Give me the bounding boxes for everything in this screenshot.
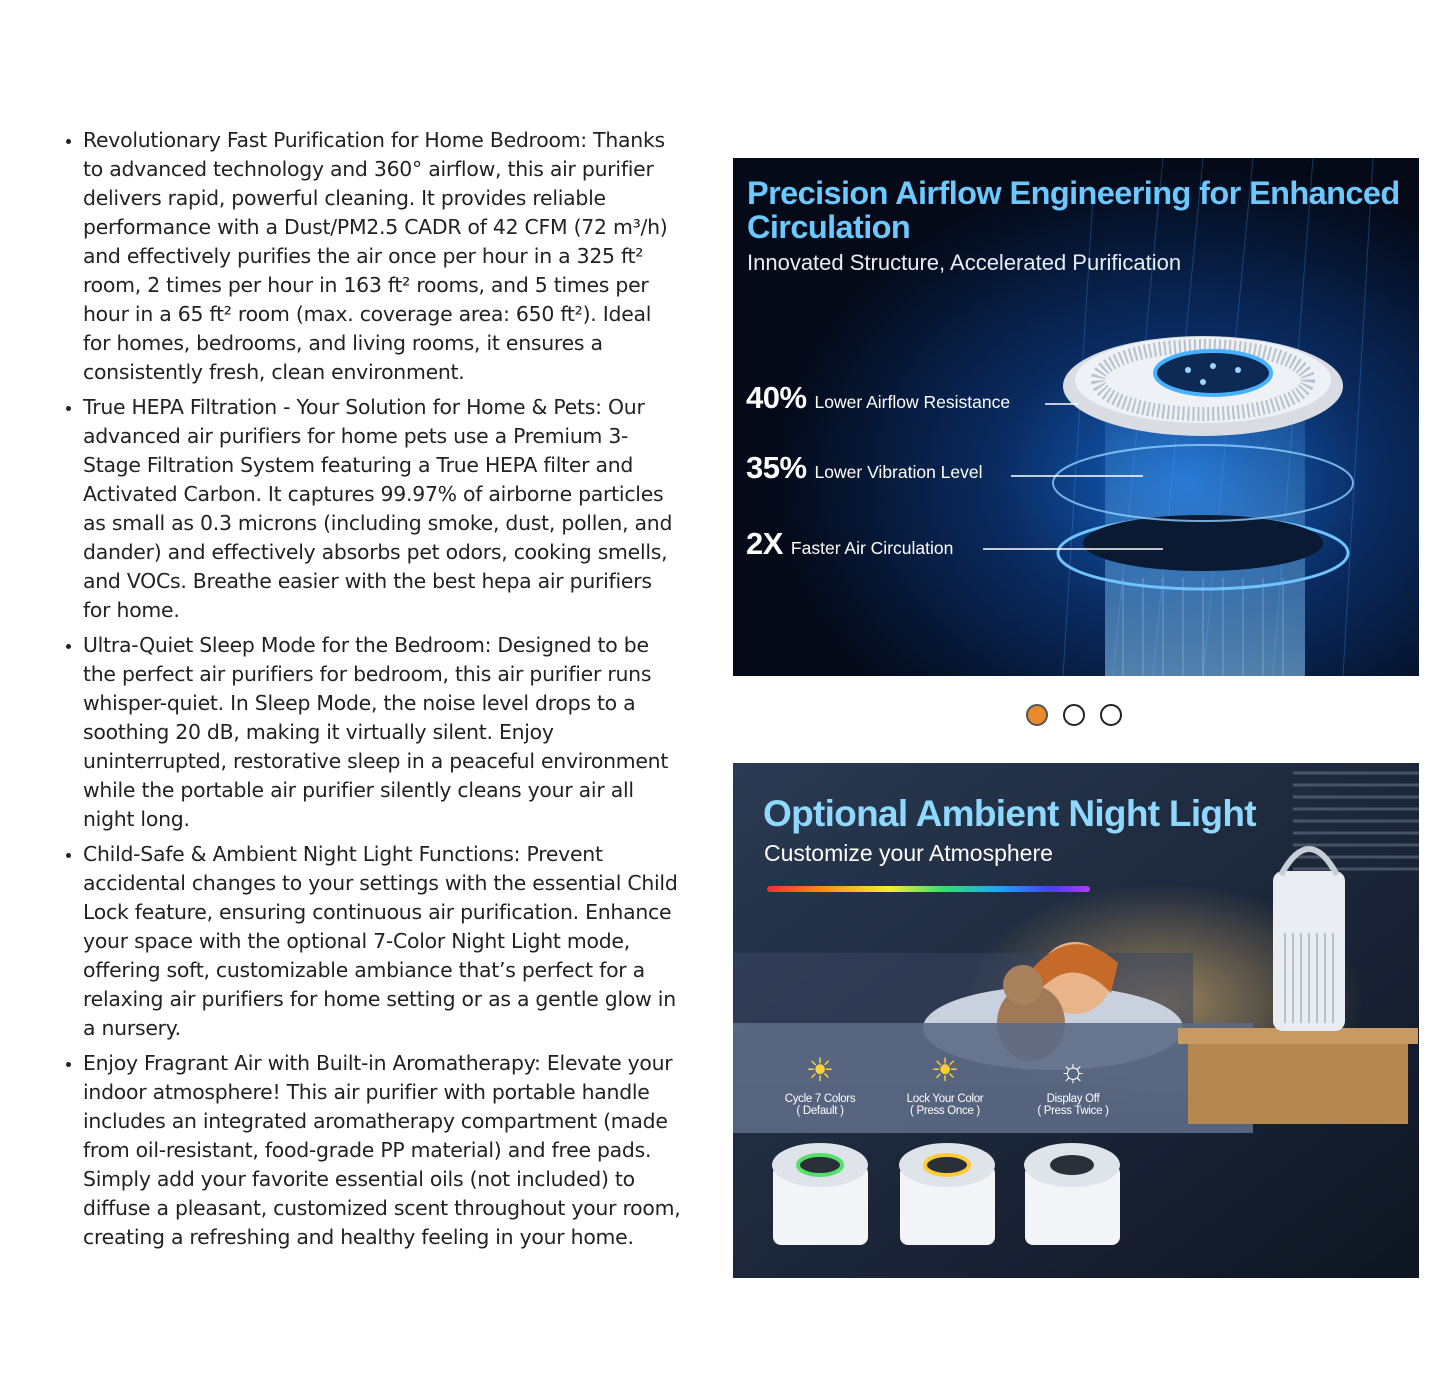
stat-airflow-resistance (746, 380, 1010, 416)
stat-value: 40% (746, 380, 807, 415)
mode-hint: ( Press Twice ) (1037, 1105, 1109, 1117)
feature-list (48, 126, 683, 1258)
mode-name: Display Off (1046, 1093, 1100, 1105)
carousel-dot-2[interactable] (1063, 704, 1085, 726)
stat-label: Faster Air Circulation (790, 538, 954, 558)
mode-hint: ( Press Once ) (910, 1105, 980, 1117)
slide-title: Precision Airflow Engineering for Enhanced Circulation (747, 175, 1400, 245)
slide-subtitle: Customize your Atmosphere (764, 840, 1053, 866)
stat-label: Lower Airflow Resistance (814, 392, 1011, 412)
carousel-dots (1026, 704, 1122, 726)
feature-item: • Child-Safe & Ambient Night Light Functions: Prevent accidental changes to your settings with the essential Child Lock feature, ensuring continuous air purification. Enhance your space with the optional 7-Color Night Light mode, offering soft, customizable ambiance that’s perfect for a relaxing air purifiers for home setting or as a gentle glow in a nursery. (83, 840, 683, 1043)
mode-hint: ( Default ) (796, 1105, 844, 1117)
stat-value: 35% (746, 450, 807, 485)
mode-name: Lock Your Color (906, 1093, 984, 1105)
light-mode-cycle (760, 1053, 880, 1117)
stat-air-circulation (746, 526, 953, 562)
feature-item: • True HEPA Filtration - Your Solution for Home & Pets: Our advanced air purifiers for home pets use a Premium 3-Stage Filtration System featuring a True HEPA filter and Activated Carbon. It captures 99.97% of airborne particles as small as 0.3 microns (including smoke, dust, pollen, and dander) and effectively absorbs pet odors, cooking smells, and VOCs. Breathe easier with the best hepa air purifiers for home. (83, 393, 683, 625)
sun-rainbow-icon: ☀ (805, 1052, 835, 1088)
carousel-dot-3[interactable] (1100, 704, 1122, 726)
light-mode-off (1013, 1053, 1133, 1117)
feature-item: • Ultra-Quiet Sleep Mode for the Bedroom: Designed to be the perfect air purifiers for bedroom, this air purifier runs whisper-quiet. In Sleep Mode, the noise level drops to a soothing 20 dB, making it virtually silent. Enjoy uninterrupted, restorative sleep in a peaceful environment while the portable air purifier silently cleans your air all night long. (83, 631, 683, 834)
stat-value: 2X (746, 526, 783, 561)
sun-icon: ☀ (930, 1052, 960, 1088)
feature-item: • Enjoy Fragrant Air with Built-in Aromatherapy: Elevate your indoor atmosphere! This air purifier with portable handle includes an integrated aromatherapy compartment (made from oil-resistant, food-grade PP material) and free pads. Simply add your favorite essential oils (not included) to diffuse a pleasant, customized scent throughout your room, creating a refreshing and healthy feeling in your home. (83, 1049, 683, 1252)
feature-item: • Revolutionary Fast Purification for Home Bedroom: Thanks to advanced technology and 360° airflow, this air purifier delivers rapid, powerful cleaning. It provides reliable performance with a Dust/PM2.5 CADR of 42 CFM (72 m³/h) and effectively purifies the air once per hour in a 325 ft² room, 2 times per hour in 163 ft² rooms, and 5 times per hour in a 65 ft² room (max. coverage area: 650 ft²). Ideal for homes, bedrooms, and living rooms, it ensures a consistently fresh, clean environment. (83, 126, 683, 387)
slide-subtitle: Innovated Structure, Accelerated Purification (747, 250, 1182, 275)
carousel-dot-1[interactable] (1026, 704, 1048, 726)
light-mode-lock (885, 1053, 1005, 1117)
sun-off-icon: ☼ (1058, 1052, 1088, 1088)
slide-title: Optional Ambient Night Light (763, 793, 1256, 834)
product-image-night-light[interactable] (733, 763, 1419, 1278)
stat-vibration-level (746, 450, 983, 486)
stat-label: Lower Vibration Level (814, 462, 983, 482)
product-image-airflow[interactable] (733, 158, 1419, 676)
mode-name: Cycle 7 Colors (784, 1093, 856, 1105)
